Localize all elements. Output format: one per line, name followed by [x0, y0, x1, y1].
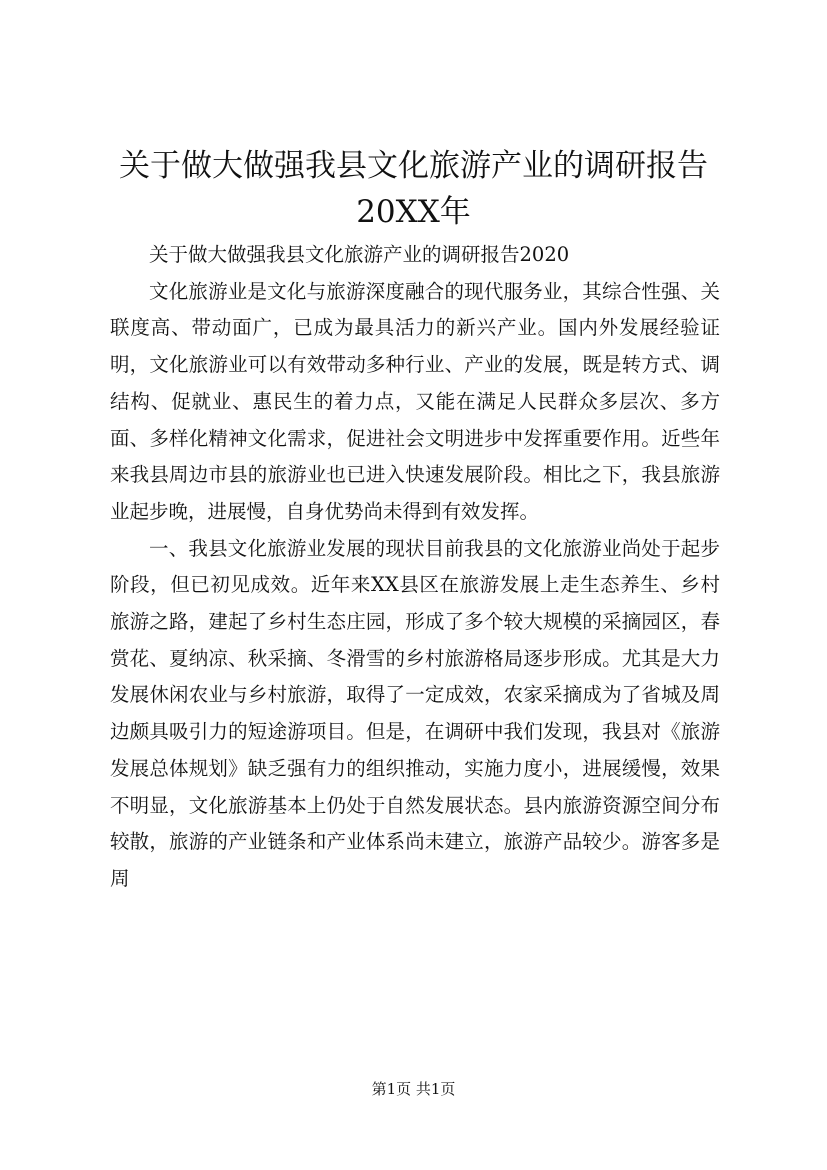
page-number-footer: 第1页 共1页	[371, 1080, 456, 1098]
paragraph-intro: 文化旅游业是文化与旅游深度融合的现代服务业，其综合性强、关联度高、带动面广，已成为最具活力的新兴产业。国内外发展经验证明，文化旅游业可以有效带动多种行业、产业的发展，既是转方式、调结构、促就业、惠民生的着力点，又能在满足人民群众多层次、多方面、多样化精神文化需求，促进社会文明进步中发挥重要作用。近些年来我县周边市县的旅游业也已进入快速发展阶段。相比之下，我县旅游业起步晚，进展慢，自身优势尚未得到有效发挥。	[110, 279, 720, 523]
paragraph-subtitle: 关于做大做强我县文化旅游产业的调研报告2020	[149, 243, 570, 266]
document-body	[110, 237, 720, 898]
paragraph-section-one: 一、我县文化旅游业发展的现状目前我县的文化旅游业尚处于起步阶段，但已初见成效。近年来XX县区在旅游发展上走生态养生、乡村旅游之路，建起了乡村生态庄园，形成了多个较大规模的采摘园区，春赏花、夏纳凉、秋采摘、冬滑雪的乡村旅游格局逐步形成。尤其是大力发展休闲农业与乡村旅游，取得了一定成效，农家采摘成为了省城及周边颇具吸引力的短途游项目。但是，在调研中我们发现，我县对《旅游发展总体规划》缺乏强有力的组织推动，实施力度小，进展缓慢，效果不明显，文化旅游基本上仍处于自然发展状态。县内旅游资源空间分布较散，旅游的产业链条和产业体系尚未建立，旅游产品较少。游客多是周	[110, 536, 720, 890]
document-title: 关于做大做强我县文化旅游产业的调研报告	[119, 148, 708, 184]
document-title-year: 20XX年	[356, 194, 471, 230]
